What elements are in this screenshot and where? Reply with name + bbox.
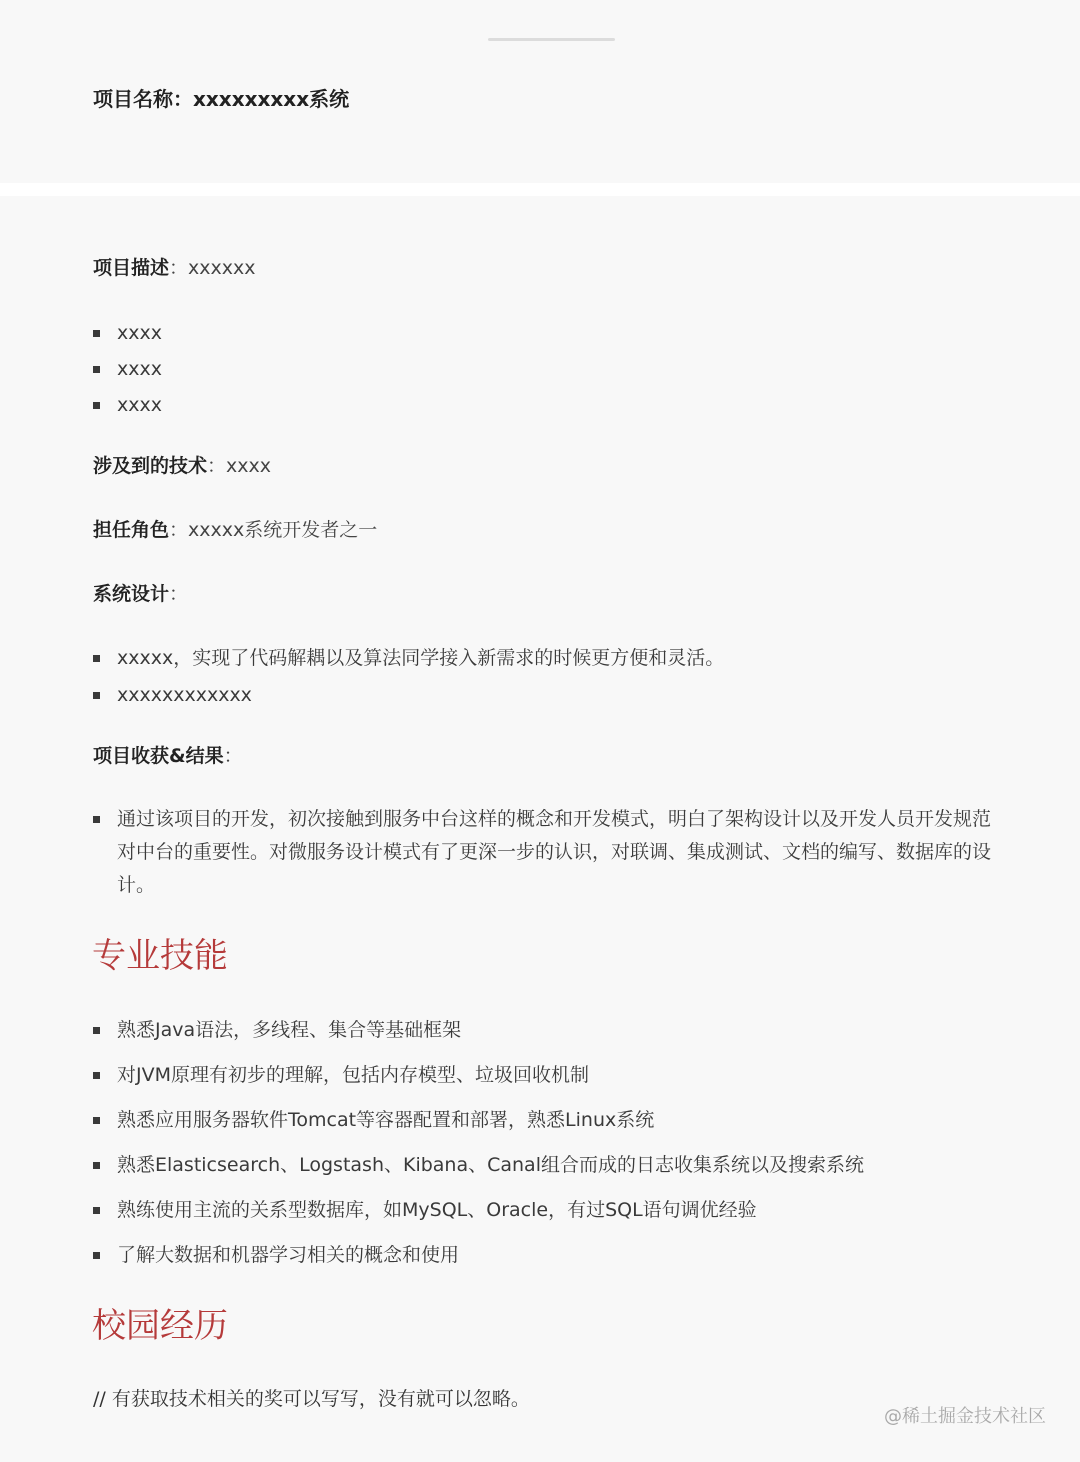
list-item-text: xxxxxxxxxxxx	[117, 684, 252, 706]
list-item	[93, 353, 1003, 386]
list-item-text: xxxx	[117, 394, 162, 416]
list-item-text: xxxx	[117, 358, 162, 380]
technologies-label: 涉及到的技术	[93, 455, 208, 477]
list-item	[93, 1104, 1003, 1137]
list-item	[93, 317, 1003, 350]
project-name-label: 项目名称：	[93, 87, 193, 111]
list-item	[93, 803, 1003, 902]
role-value: ：xxxxx系统开发者之一	[169, 519, 378, 541]
bullet-icon	[93, 1117, 100, 1124]
role-label: 担任角色	[93, 519, 170, 541]
system-design-field	[93, 579, 188, 609]
project-description-label: 项目描述	[93, 257, 170, 279]
bullet-icon	[93, 655, 100, 662]
results-field	[93, 741, 243, 771]
skill-item-text: 熟悉Elasticsearch、Logstash、Kibana、Canal组合而成的日志收集系统以及搜索系统	[117, 1154, 864, 1176]
bullet-icon	[93, 816, 100, 823]
list-item	[93, 1239, 1003, 1272]
top-sheet-panel	[0, 0, 1080, 183]
list-item	[93, 679, 1003, 712]
bullet-icon	[93, 330, 100, 337]
system-design-value: ：	[169, 583, 189, 605]
technologies-value: ：xxxx	[207, 455, 271, 477]
bullet-icon	[93, 692, 100, 699]
results-value: ：	[223, 745, 243, 767]
role-field	[93, 515, 377, 545]
skill-item-text: 熟悉Java语法，多线程、集合等基础框架	[117, 1019, 462, 1041]
skill-item-text: 熟悉应用服务器软件Tomcat等容器配置和部署，熟悉Linux系统	[117, 1109, 655, 1131]
bullet-icon	[93, 1027, 100, 1034]
drag-handle[interactable]	[488, 38, 615, 41]
list-item-text: 通过该项目的开发，初次接触到服务中台这样的概念和开发模式，明白了架构设计以及开发人员开发规范对中台的重要性。对微服务设计模式有了更深一步的认识，对联调、集成测试、文档的编写、数据库的设计。	[117, 808, 992, 896]
campus-note: // 有获取技术相关的奖可以写写，没有就可以忽略。	[93, 1388, 530, 1410]
project-description-field	[93, 253, 255, 283]
watermark-text: @稀土掘金技术社区	[884, 1406, 1046, 1427]
list-item	[93, 1194, 1003, 1227]
section-title-skills: 专业技能	[92, 936, 228, 976]
list-item	[93, 1059, 1003, 1092]
list-item	[93, 1014, 1003, 1047]
project-description-value: ：xxxxxx	[169, 257, 256, 279]
bullet-icon	[93, 1207, 100, 1214]
list-item	[93, 389, 1003, 422]
bullet-icon	[93, 402, 100, 409]
section-title-campus: 校园经历	[92, 1306, 228, 1346]
skill-item-text: 了解大数据和机器学习相关的概念和使用	[117, 1244, 460, 1266]
bullet-icon	[93, 1252, 100, 1259]
list-item-text: xxxxx，实现了代码解耦以及算法同学接入新需求的时候更方便和灵活。	[117, 647, 725, 669]
list-item-text: xxxx	[117, 322, 162, 344]
list-item	[93, 642, 1003, 675]
skill-item-text: 对JVM原理有初步的理解，包括内存模型、垃圾回收机制	[117, 1064, 589, 1086]
technologies-field	[93, 451, 271, 481]
skill-item-text: 熟练使用主流的关系型数据库，如MySQL、Oracle，有过SQL语句调优经验	[117, 1199, 757, 1221]
project-name-value: xxxxxxxxx系统	[193, 87, 350, 111]
bullet-icon	[93, 366, 100, 373]
results-label: 项目收获&结果	[93, 745, 224, 767]
panel-divider	[0, 183, 1080, 196]
project-name-heading	[93, 84, 349, 114]
bullet-icon	[93, 1072, 100, 1079]
list-item	[93, 1149, 1003, 1182]
bullet-icon	[93, 1162, 100, 1169]
system-design-label: 系统设计	[93, 583, 170, 605]
